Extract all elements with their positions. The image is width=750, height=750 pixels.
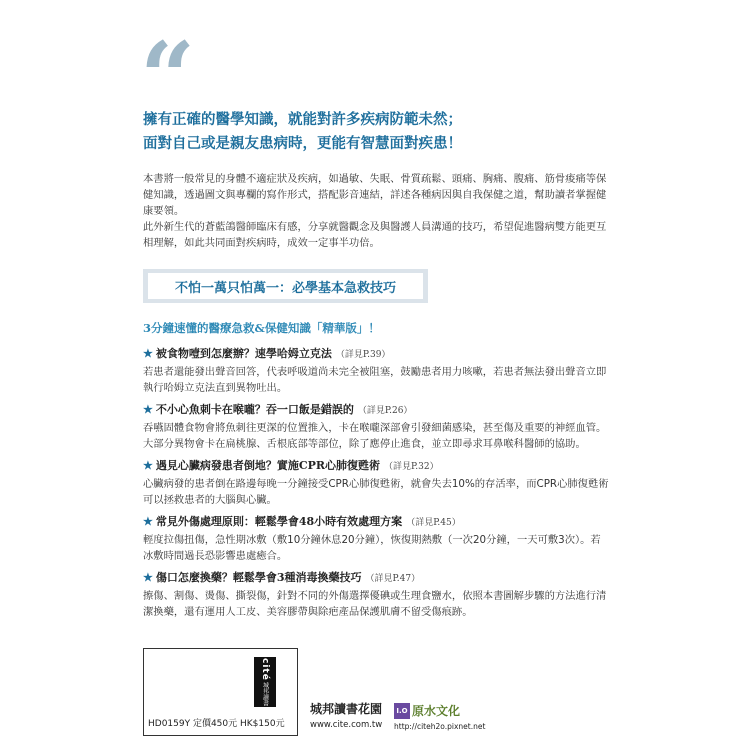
- list-item: [143, 513, 611, 564]
- tip-body: 若患者還能發出聲音回答，代表呼吸道尚未完全被阻塞，鼓勵患者用力咳嗽，若患者無法發出聲音立即執行哈姆立克法直到異物吐出。: [143, 366, 607, 394]
- intro-text: [143, 171, 608, 251]
- tip-body: 心臟病發的患者倒在路邊每晚一分鐘接受CPR心肺復甦術，就會失去10%的存活率，而CPR心肺復甦術可以拯救患者的大腦與心臟。: [143, 478, 609, 506]
- intro-paragraph-2: 此外新生代的蒼藍鴿醫師臨床有感，分享就醫觀念及與醫護人員溝通的技巧，希望促進醫病雙方能更互相理解，如此共同面對疾病時，成效一定事半功倍。: [143, 221, 607, 249]
- publisher-cite-url: www.cite.com.tw: [310, 720, 383, 730]
- tip-title: [143, 457, 611, 476]
- tip-page-ref: （詳見P.32）: [384, 462, 439, 472]
- tip-page-ref: （詳見P.45）: [406, 518, 461, 528]
- tip-body: 擦傷、割傷、燙傷、撕裂傷，針對不同的外傷選擇優碘或生理食鹽水，依照本書圖解步驟的方法進行清潔換藥，還有運用人工皮、美容膠帶與除疤產品保護肌膚不留受傷痕跡。: [143, 590, 607, 618]
- star-icon: ★: [143, 347, 153, 360]
- publisher-h2o: [394, 700, 485, 731]
- tip-page-ref: （詳見P.39）: [335, 350, 391, 360]
- star-icon: ★: [143, 571, 153, 584]
- section-banner-title: 不怕一萬只怕萬一：必學基本急救技巧: [148, 273, 423, 299]
- tip-title: [143, 401, 611, 420]
- tips-list: [143, 345, 611, 625]
- star-icon: ★: [143, 515, 153, 528]
- star-icon: ★: [143, 403, 153, 416]
- tip-body: 吞嚥固體食物會將魚刺往更深的位置推入，卡在喉嚨深部會引發細菌感染，甚至傷及重要的神經血管。大部分異物會卡在扁桃腺、舌根底部等部位，除了應停止進食，並立即尋求耳鼻喉科醫師的協助。: [143, 422, 607, 450]
- cite-logo-icon: [254, 657, 276, 707]
- publisher-cite: [310, 700, 382, 730]
- section-banner: [143, 269, 428, 303]
- tip-title: [143, 569, 611, 588]
- list-item: [143, 345, 611, 396]
- headline: [143, 108, 623, 156]
- price-text: HD0159Y 定價450元 HK$150元: [148, 719, 285, 729]
- publisher-cite-name: 城邦讀書花園: [310, 702, 383, 716]
- headline-line-2: 面對自己或是親友患病時，更能有智慧面對疾患！: [143, 135, 462, 152]
- price-box: [143, 648, 298, 736]
- quote-mark: “: [140, 21, 188, 134]
- h2o-logo-icon: I.O: [394, 703, 410, 719]
- list-item: [143, 569, 611, 620]
- tip-title: [143, 513, 611, 532]
- tip-page-ref: （詳見P.47）: [365, 574, 421, 584]
- headline-line-1: 擁有正確的醫學知識，就能對許多疾病防範未然；: [143, 111, 462, 128]
- list-item: [143, 401, 611, 452]
- tip-title-text: 常見外傷處理原則：輕鬆學會48小時有效處理方案: [155, 515, 403, 528]
- star-icon: ★: [143, 459, 153, 472]
- publisher-h2o-name: 原水文化: [412, 704, 461, 718]
- list-item: [143, 457, 611, 508]
- tip-title-text: 被食物噎到怎麼辦？速學哈姆立克法: [155, 347, 332, 360]
- tip-body: 輕度拉傷扭傷，急性期冰敷（敷10分鐘休息20分鐘），恢復期熱敷（一次20分鐘，一天可敷3次）。若冰敷時間過長恐影響患處癒合。: [143, 534, 601, 562]
- cite-logo-subtext: 城邦讀書: [261, 682, 269, 707]
- tip-title-text: 遇見心臟病發患者倒地？實施CPR心肺復甦術: [155, 459, 381, 472]
- section-subhead: 3分鐘速懂的醫療急救&保健知識「精華版」！: [143, 321, 380, 335]
- tip-title-text: 不小心魚刺卡在喉嚨？吞一口飯是錯誤的: [155, 403, 354, 416]
- cite-logo-text: cité: [260, 657, 270, 681]
- intro-paragraph-1: 本書將一般常見的身體不適症狀及疾病，如過敏、失眠、骨質疏鬆、頭痛、胸痛、腹痛、筋骨痠痛等保健知識，透過圖文與專欄的寫作形式，搭配影音連結，詳述各種病因與自我保健之道，幫助讀者掌握健康要領。: [143, 173, 607, 217]
- tip-title: [143, 345, 611, 364]
- tip-page-ref: （詳見P.26）: [357, 406, 413, 416]
- tip-title-text: 傷口怎麼換藥？輕鬆學會3種消毒換藥技巧: [155, 571, 362, 584]
- publisher-h2o-url: http://citeh2o.pixnet.net: [394, 722, 486, 731]
